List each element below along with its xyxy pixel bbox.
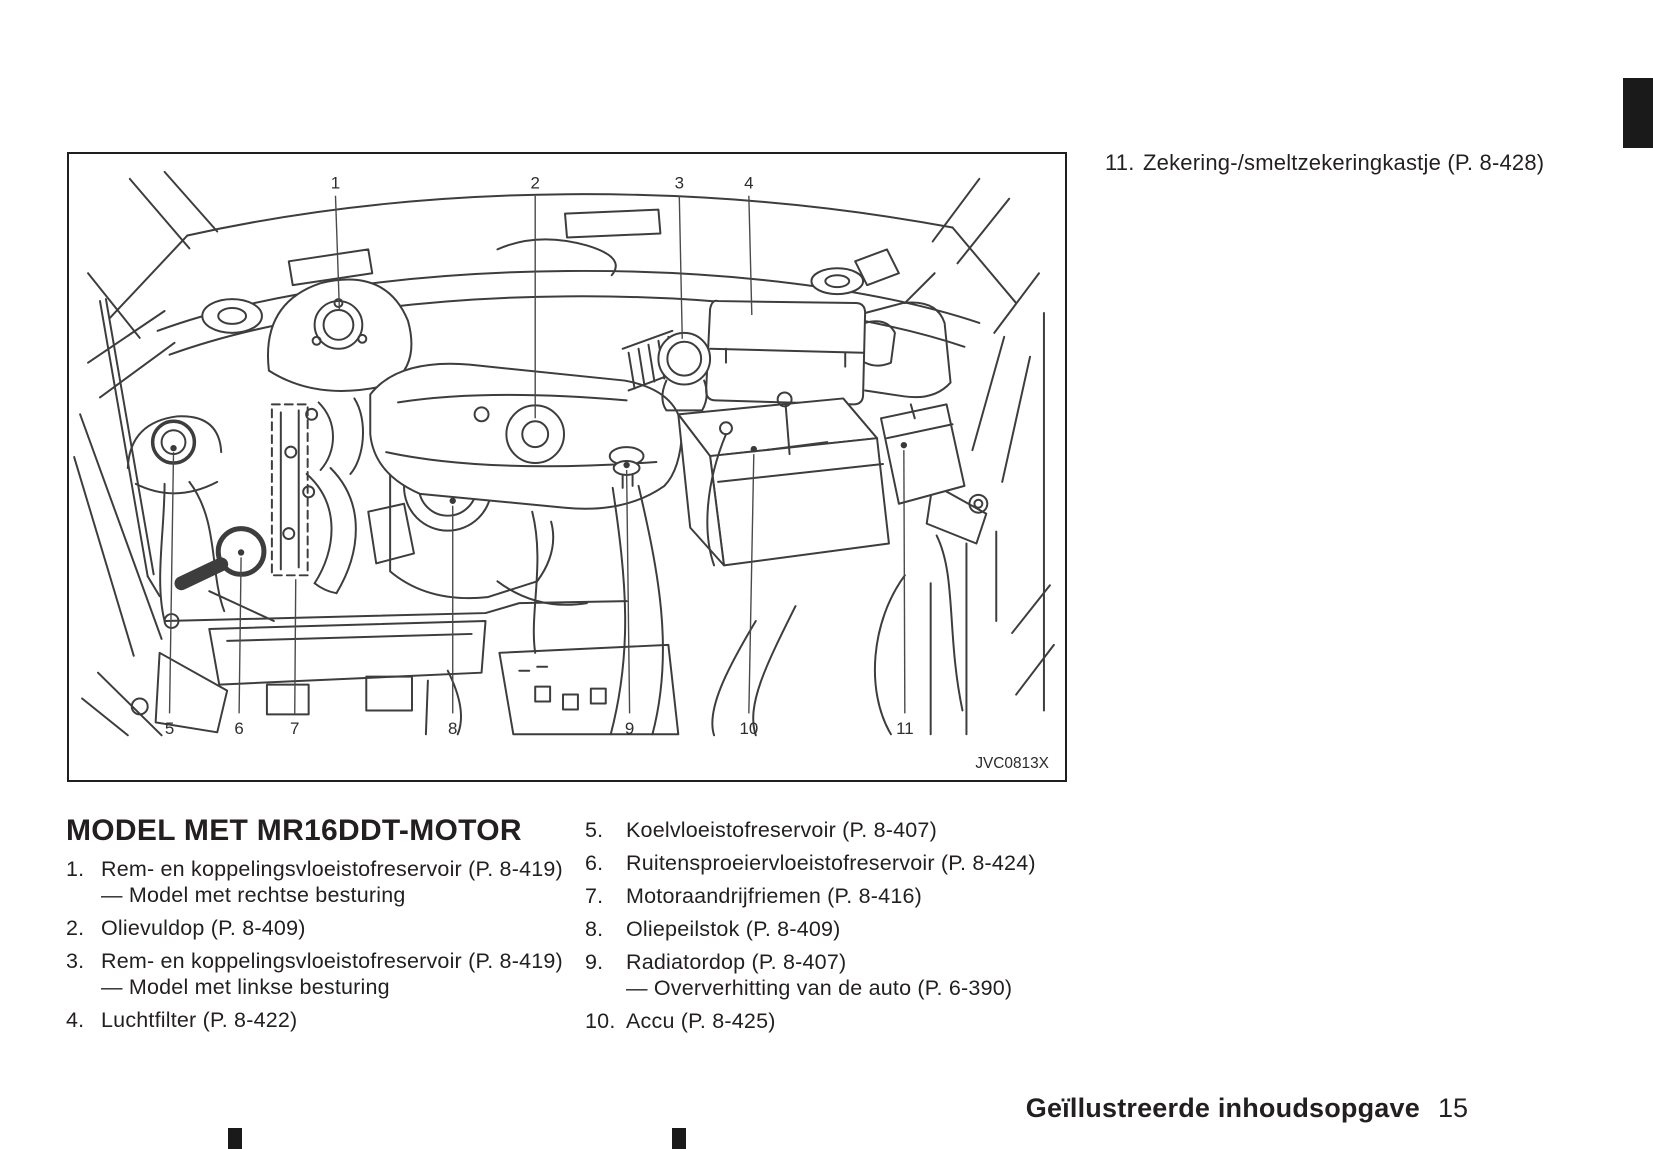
item-text: Oliepeilstok (P. 8-409) [626, 917, 841, 941]
item-text: Accu (P. 8-425) [626, 1009, 776, 1033]
parts-list-item [585, 817, 1065, 843]
parts-list-item [66, 948, 566, 1000]
engine-diagram-figure [67, 152, 1067, 782]
callout-leader-11 [904, 450, 905, 713]
callout-number-4: 4 [744, 173, 754, 193]
drive-belt-art [272, 404, 317, 575]
item-number: 10. [585, 1009, 616, 1033]
right-fender-art [875, 313, 1054, 734]
callout-leader-5 [170, 452, 174, 713]
callout-number-10: 10 [739, 718, 759, 738]
callout-leader-7 [295, 579, 296, 713]
item-number: 4. [66, 1008, 85, 1032]
callout-dot-11 [901, 442, 907, 448]
callout-number-1: 1 [330, 173, 341, 193]
item-number: 8. [585, 917, 604, 941]
item-text: Motoraandrijfriemen (P. 8-416) [626, 884, 922, 908]
battery-art [678, 392, 889, 565]
fusebox-note [1105, 149, 1605, 176]
callout-dot-8 [450, 498, 456, 504]
item-number: 5. [585, 818, 604, 842]
item-text: Koelvloeistofreservoir (P. 8-407) [626, 818, 937, 842]
lower-frame-art [166, 601, 796, 735]
parts-list-item [66, 856, 566, 908]
item-number: 1. [66, 857, 85, 881]
note-number: 11. [1105, 150, 1135, 175]
item-number: 6. [585, 851, 604, 875]
callout-number-11: 11 [896, 718, 914, 738]
print-mark-left [228, 1128, 242, 1149]
callout-number-7: 7 [290, 718, 300, 738]
parts-list-left [66, 856, 566, 1040]
parts-list-item [585, 883, 1065, 909]
parts-list-item [66, 1007, 566, 1033]
parts-list-item [585, 949, 1065, 1001]
page-footer [1026, 1093, 1468, 1123]
callout-number-9: 9 [624, 718, 635, 738]
item-text: Rem- en koppelingsvloeistofreservoir (P. 8-419) — Model met rechtse besturing [101, 857, 563, 907]
item-text: Rem- en koppelingsvloeistofreservoir (P. 8-419) — Model met linkse besturing [101, 949, 563, 999]
item-number: 3. [66, 949, 85, 973]
footer-page-number: 15 [1437, 1093, 1468, 1123]
parts-list-item [66, 915, 566, 941]
parts-list-right [585, 817, 1065, 1041]
callout-leader-6 [239, 557, 241, 713]
item-text: Ruitensproeiervloeistofreservoir (P. 8-424) [626, 851, 1036, 875]
callout-number-8: 8 [448, 718, 458, 738]
parts-list-item [585, 916, 1065, 942]
callout-dot-9 [623, 462, 629, 468]
washer-reservoir-art [181, 529, 273, 621]
item-number: 9. [585, 950, 604, 974]
callout-leader-9 [627, 470, 630, 713]
item-text: Olievuldop (P. 8-409) [101, 916, 306, 940]
item-text: Luchtfilter (P. 8-422) [101, 1008, 298, 1032]
figure-code: JVC0813X [975, 755, 1049, 773]
print-mark-right [672, 1128, 686, 1149]
air-intake-art [623, 268, 951, 410]
callout-number-5: 5 [164, 718, 175, 738]
callout-number-3: 3 [674, 173, 684, 193]
parts-list-item [585, 1008, 1065, 1034]
callout-leader-3 [679, 196, 682, 339]
callout-dot-6 [238, 549, 244, 555]
callout-number-2: 2 [530, 173, 540, 193]
item-text: Radiatordop (P. 8-407) — Oververhitting van de auto (P. 6-390) [626, 950, 1013, 1000]
item-number: 7. [585, 884, 604, 908]
cowl-and-hood-art [88, 172, 1039, 398]
section-title: MODEL MET MR16DDT-MOTOR [66, 814, 522, 847]
callout-number-6: 6 [234, 718, 244, 738]
callout-leader-4 [749, 196, 752, 315]
note-text: Zekering-/smeltzekeringkastje (P. 8-428) [1143, 150, 1545, 175]
engine-cover-art [370, 364, 682, 509]
engine-bay-illustration [69, 154, 1065, 780]
callout-dot-10 [751, 446, 757, 452]
footer-section-title: Geïllustreerde inhoudsopgave [1025, 1093, 1420, 1123]
left-fender-art [74, 299, 227, 735]
parts-list-item [585, 850, 1065, 876]
section-tab-marker [1623, 78, 1653, 148]
callout-dot-5 [170, 445, 176, 451]
fuse-box-art [881, 404, 964, 503]
item-number: 2. [66, 916, 85, 940]
